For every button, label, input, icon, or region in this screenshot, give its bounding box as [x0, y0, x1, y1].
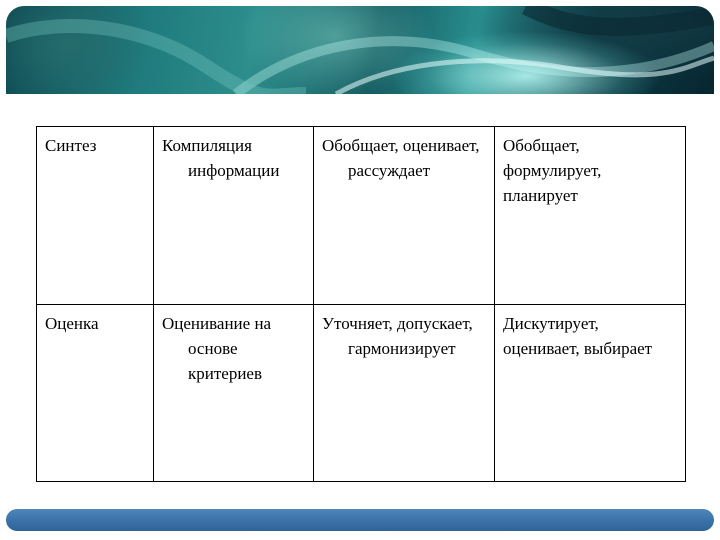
- student-actions: Дискутирует, оценивает, выбирает: [503, 313, 653, 358]
- table-cell: [154, 127, 314, 305]
- teacher-actions: Обобщает, оценивает, рассуждает: [322, 136, 480, 180]
- level-label: Синтез: [45, 136, 97, 155]
- footer-bar: [6, 509, 714, 531]
- table-cell: [37, 304, 154, 482]
- table-row: [37, 304, 686, 482]
- table-container: [36, 126, 685, 482]
- header-banner-image: [6, 6, 714, 94]
- table-cell: [314, 127, 495, 305]
- table-cell: [495, 127, 686, 305]
- process-label: Компиляция информации: [162, 136, 280, 180]
- taxonomy-table: [36, 126, 686, 482]
- student-actions: Обобщает, формулирует, планирует: [503, 136, 602, 205]
- table-row: [37, 127, 686, 305]
- banner-light-streaks: [6, 6, 714, 94]
- table-cell: [495, 304, 686, 482]
- table-cell: [314, 304, 495, 482]
- process-label: Оценивание на основе критериев: [162, 313, 272, 383]
- teacher-actions: Уточняет, допускает, гармонизирует: [322, 313, 473, 358]
- level-label: Оценка: [45, 313, 99, 333]
- table-cell: [154, 304, 314, 482]
- table-cell: [37, 127, 154, 305]
